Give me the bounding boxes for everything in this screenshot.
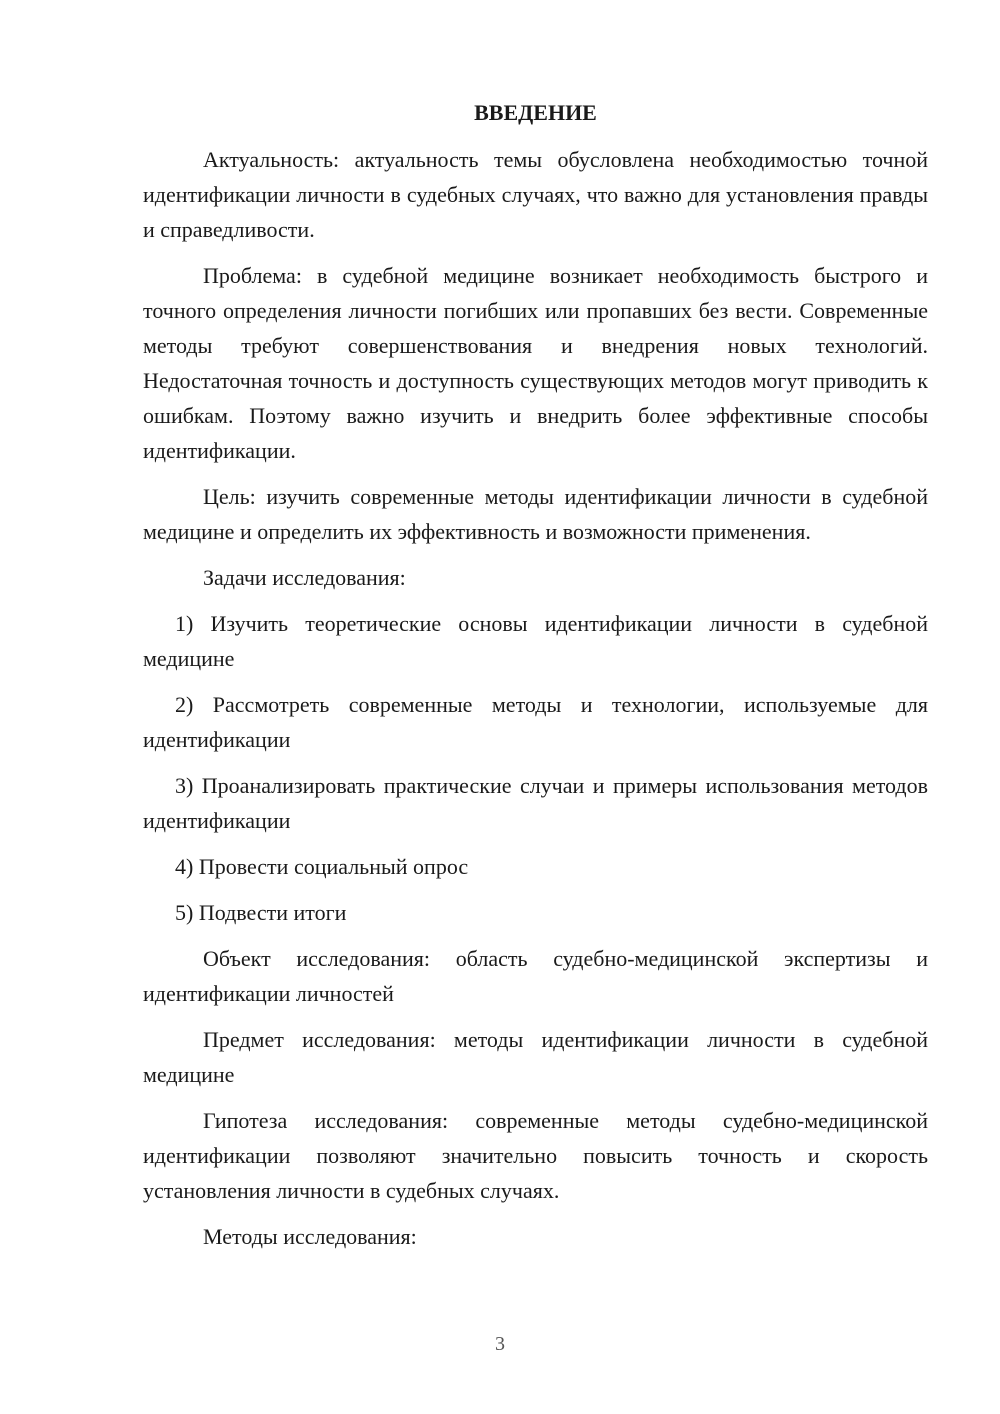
paragraph-goal: Цель: изучить современные методы идентификации личности в судебной медицине и определить их эффективность и возможности применения. (143, 484, 928, 544)
section-title: ВВЕДЕНИЕ (474, 100, 597, 125)
paragraph-hypothesis: Гипотеза исследования: современные методы судебно-медицинской идентификации позволяют значительно повысить точность и скорость установления личности в судебных случаях. (143, 1108, 928, 1203)
paragraph-relevance: Актуальность: актуальность темы обусловлена необходимостью точной идентификации личности в судебных случаях, что важно для установления правды и справедливости. (143, 147, 928, 242)
task-item-5: 5) Подвести итоги (175, 900, 347, 925)
task-item-1: 1) Изучить теоретические основы идентификации личности в судебной медицине (143, 611, 928, 671)
task-item-3: 3) Проанализировать практические случаи и примеры использования методов идентификации (143, 773, 928, 833)
paragraph-object: Объект исследования: область судебно-медицинской экспертизы и идентификации личностей (143, 946, 928, 1006)
page-content (143, 95, 928, 1265)
task-item-2: 2) Рассмотреть современные методы и технологии, используемые для идентификации (143, 692, 928, 752)
paragraph-tasks-heading: Задачи исследования: (203, 565, 406, 590)
paragraph-problem: Проблема: в судебной медицине возникает необходимость быстрого и точного определения личности погибших или пропавших без вести. Современные методы требуют совершенствования и внедрения новых технологий. Недостаточная точность и доступность существующих методов могут приводить к ошибкам. Поэтому важно изучить и внедрить более эффективные способы идентификации. (143, 263, 928, 463)
paragraph-subject: Предмет исследования: методы идентификации личности в судебной медицине (143, 1027, 928, 1087)
page-number: 3 (495, 1333, 505, 1355)
paragraph-methods: Методы исследования: (203, 1224, 417, 1249)
task-item-4: 4) Провести социальный опрос (175, 854, 469, 879)
